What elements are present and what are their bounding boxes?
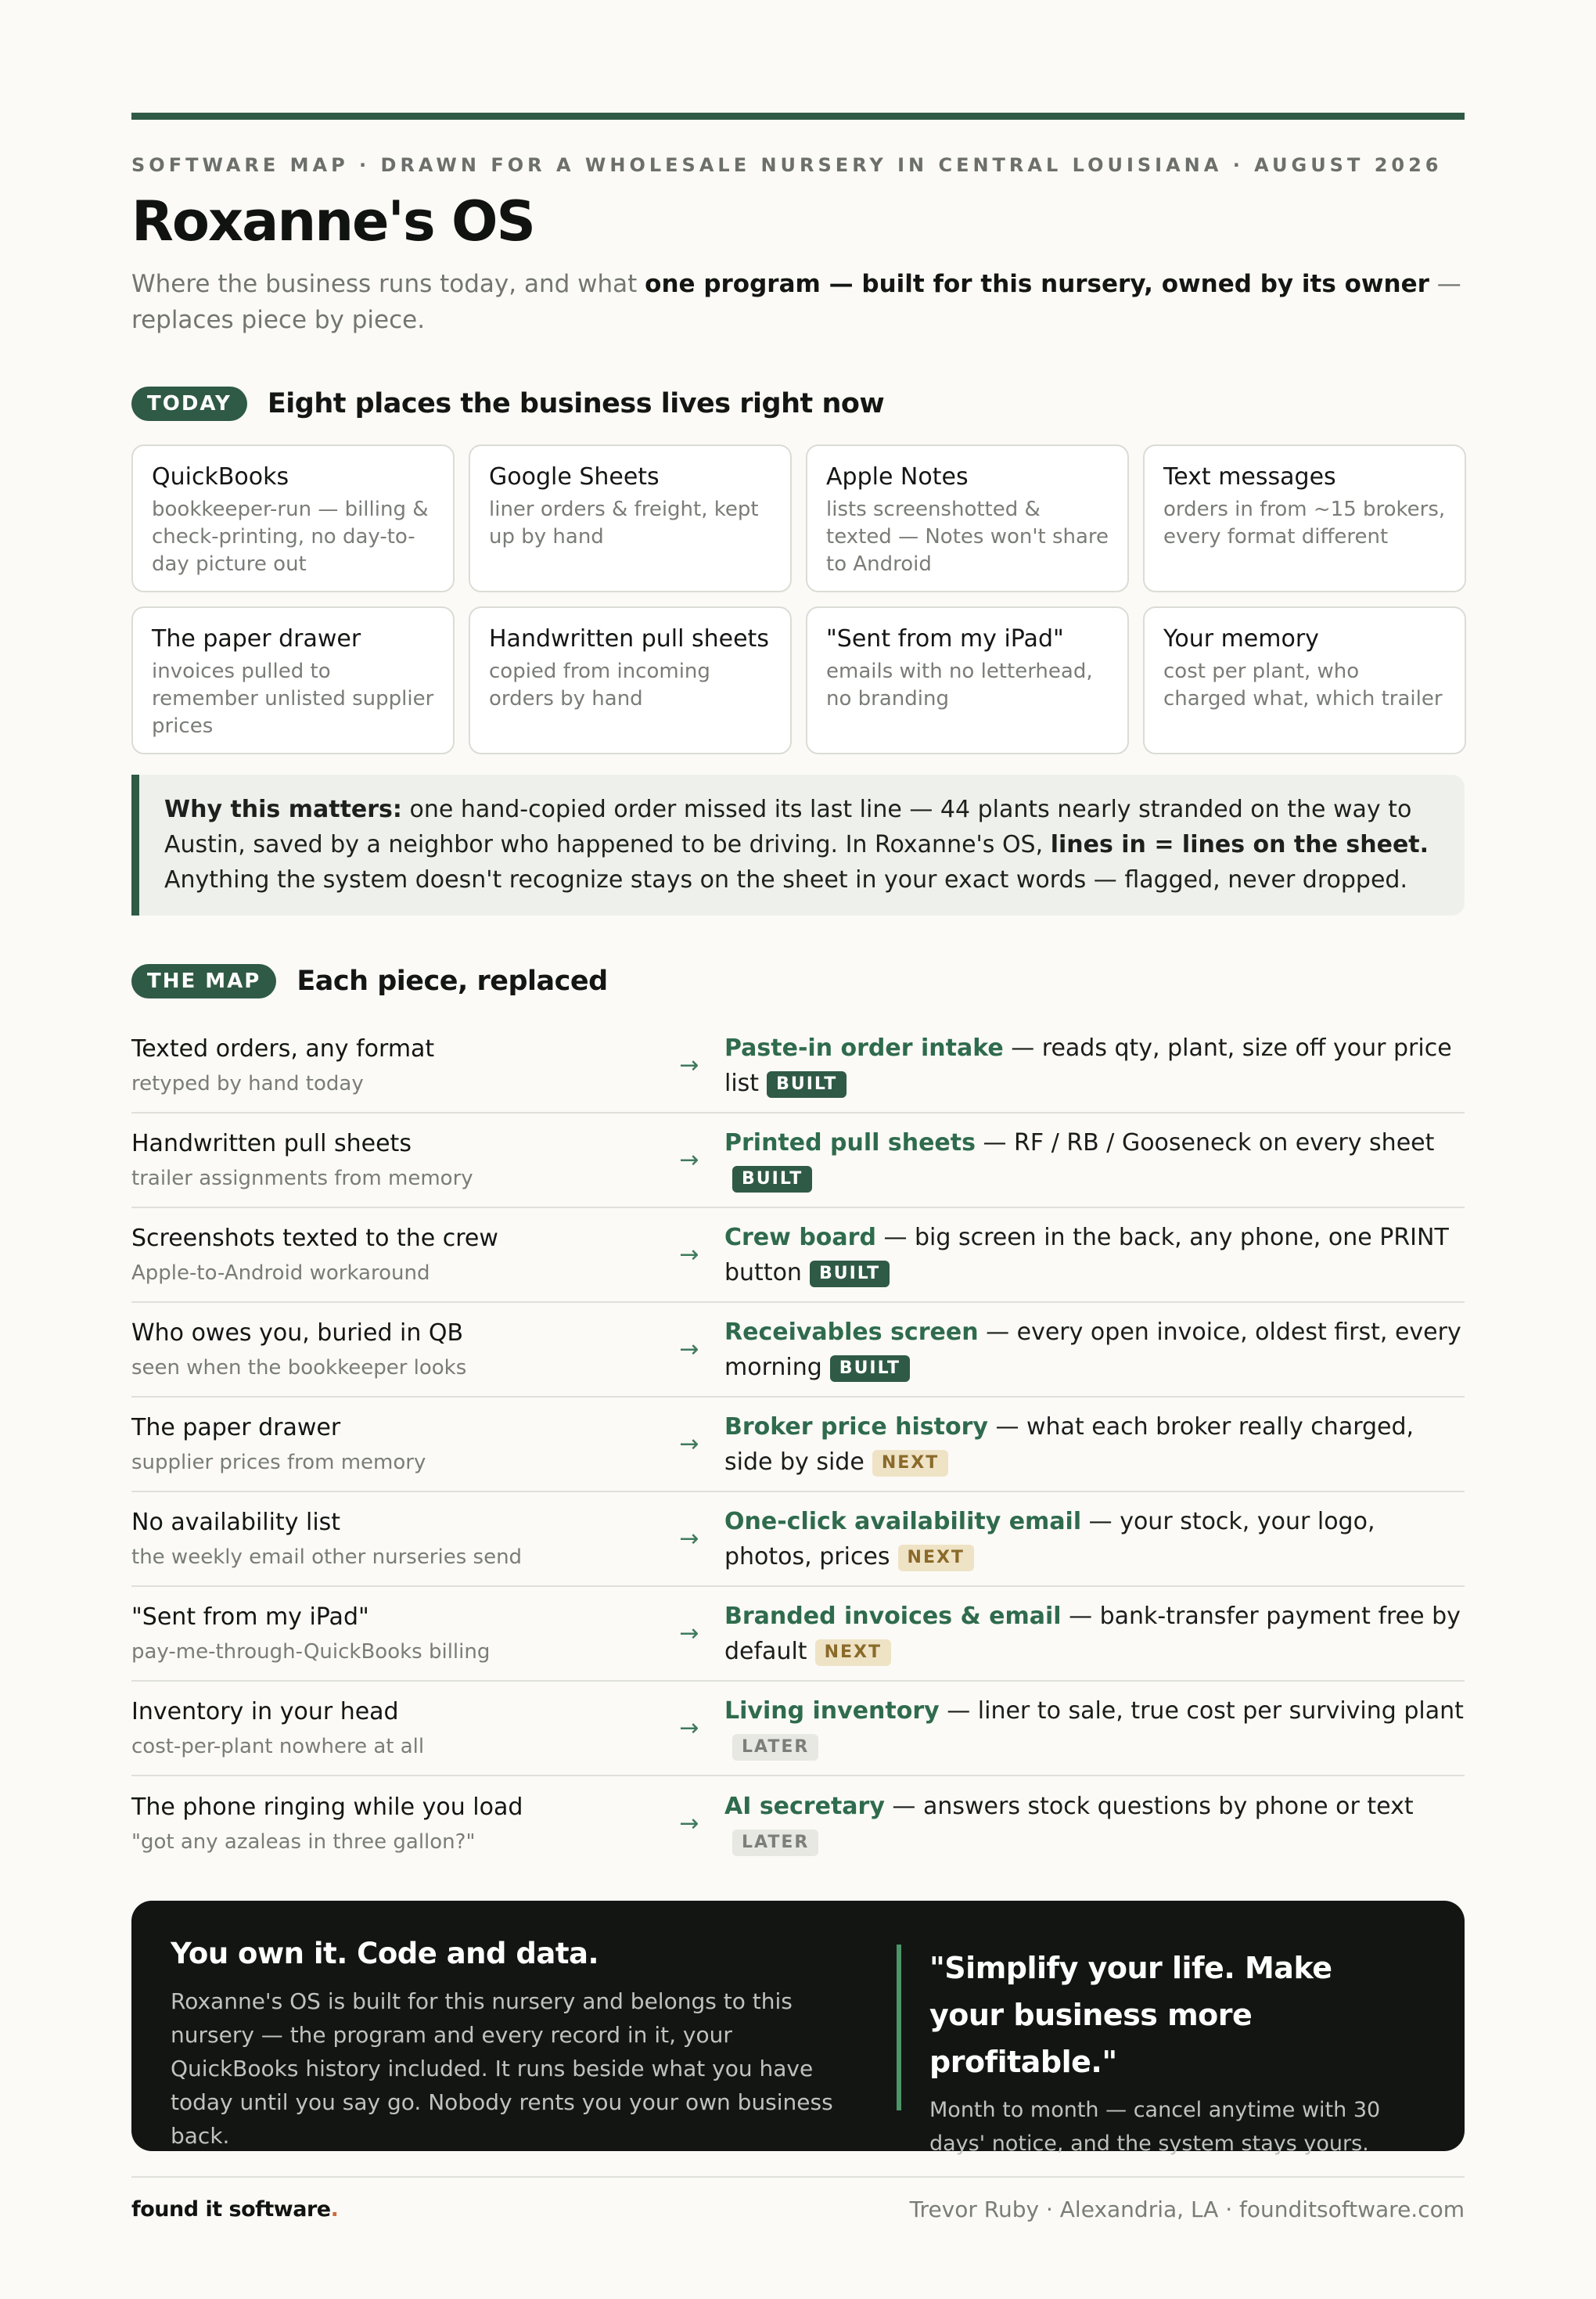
current-tool-sub: Apple-to-Android workaround [131, 1261, 430, 1285]
status-badge: NEXT [898, 1545, 974, 1571]
status-badge: BUILT [767, 1071, 847, 1098]
quote-text: "Simplify your life. Make your business more profitable." [929, 1951, 1332, 2079]
replacement-desc: — every open invoice, oldest first, every morning [724, 1318, 1461, 1381]
status-badge: LATER [732, 1734, 818, 1761]
current-tool-sub: retyped by hand today [131, 1071, 364, 1096]
arrow-right-icon: → [679, 1810, 699, 1837]
footer [131, 2196, 1465, 2222]
why-this-matters-callout [131, 775, 1465, 916]
map-left [131, 1034, 654, 1098]
map-left [131, 1412, 654, 1477]
map-left [131, 1318, 654, 1382]
current-tool-title: Screenshots texted to the crew [131, 1224, 498, 1252]
quote-block [897, 1945, 1414, 2156]
map-row [131, 1492, 1465, 1587]
replacement-desc: — big screen in the back, any phone, one PRINT button [724, 1223, 1449, 1286]
current-tool-title: No availability list [131, 1508, 341, 1536]
card-your-memory [1143, 606, 1466, 754]
quote-sub: Month to month — cancel anytime with 30 days' notice, and the system stays yours. [929, 2098, 1381, 2156]
map-right [724, 1315, 1465, 1385]
current-tool-title: "Sent from my iPad" [131, 1603, 369, 1631]
current-tool-title: Who owes you, buried in QB [131, 1319, 464, 1347]
today-pill: TODAY [131, 387, 247, 421]
today-cards [131, 444, 1465, 754]
card-quickbooks [131, 444, 455, 592]
current-tool-title: Texted orders, any format [131, 1034, 435, 1063]
callout-lead: Why this matters: [164, 796, 402, 823]
map-right [724, 1220, 1465, 1290]
arrow-right-icon: → [679, 1241, 699, 1268]
map-right [724, 1789, 1465, 1859]
ownership-title: You own it. Code and data. [171, 1937, 599, 1970]
replacement-name: Living inventory [724, 1696, 940, 1725]
card-title: QuickBooks [152, 463, 289, 491]
current-tool-sub: cost-per-plant nowhere at all [131, 1734, 425, 1758]
map-row [131, 1019, 1465, 1114]
card-desc: copied from incoming orders by hand [489, 660, 710, 711]
current-tool-title: Handwritten pull sheets [131, 1129, 412, 1157]
replacement-name: Receivables screen [724, 1318, 979, 1346]
current-tool-sub: trailer assignments from memory [131, 1166, 473, 1190]
replacement-desc: — your stock, your logo, photos, prices [724, 1507, 1375, 1570]
today-section-head [131, 387, 1465, 421]
map-row [131, 1587, 1465, 1682]
card-desc: lists screenshotted & texted — Notes won't share to Android [826, 498, 1109, 576]
top-rule [131, 113, 1465, 120]
card-desc: orders in from ~15 brokers, every format different [1163, 498, 1446, 549]
card-desc: liner orders & freight, kept up by hand [489, 498, 759, 549]
map-right [724, 1125, 1465, 1196]
card-title: Text messages [1163, 463, 1336, 491]
arrow-right-icon: → [679, 1620, 699, 1647]
callout-bold: lines in = lines on the sheet. [1050, 831, 1429, 858]
card-text-messages [1143, 444, 1466, 592]
replacement-name: Branded invoices & email [724, 1602, 1062, 1630]
arrow-right-icon: → [679, 1052, 699, 1079]
map-left [131, 1223, 654, 1287]
replacement-name: Paste-in order intake [724, 1034, 1004, 1062]
subtitle-bold: one program — built for this nursery, owned by its owner [645, 270, 1429, 298]
replacement-name: Crew board [724, 1223, 876, 1251]
map-right [724, 1504, 1465, 1574]
subtitle-post: — replaces piece by piece. [131, 270, 1461, 334]
map-left [131, 1507, 654, 1571]
card-desc: bookkeeper-run — billing & check-printing, no day-to-day picture out [152, 498, 429, 576]
replacement-desc: — liner to sale, true cost per surviving plant [939, 1696, 1464, 1725]
ownership-panel [131, 1901, 1465, 2156]
card-desc: cost per plant, who charged what, which trailer [1163, 660, 1443, 711]
replacement-desc: — bank-transfer payment free by default [724, 1602, 1461, 1665]
map-left [131, 1602, 654, 1666]
current-tool-sub: pay-me-through-QuickBooks billing [131, 1639, 491, 1664]
replacement-map [131, 1019, 1465, 1871]
map-row [131, 1776, 1465, 1871]
map-pill: THE MAP [131, 964, 276, 998]
replacement-name: Printed pull sheets [724, 1128, 976, 1157]
replacement-desc: — RF / RB / Gooseneck on every sheet [975, 1128, 1435, 1157]
card-title: The paper drawer [152, 625, 361, 653]
brand-logo [131, 2197, 338, 2222]
brand-dot: . [330, 2197, 339, 2222]
ownership-desc: Roxanne's OS is built for this nursery and belongs to this nursery — the program and every record in it, your QuickBooks history included. It runs beside what you have today until you say go. Nobody rents you your own business back. [171, 1988, 833, 2149]
map-row [131, 1303, 1465, 1398]
current-tool-title: The paper drawer [131, 1413, 341, 1441]
current-tool-sub: "got any azaleas in three gallon?" [131, 1829, 476, 1854]
status-badge: LATER [732, 1829, 818, 1856]
software-map-page [131, 0, 1465, 2222]
card-pull-sheets [469, 606, 792, 754]
arrow-right-icon: → [679, 1146, 699, 1174]
brand-name: found it software [131, 2197, 331, 2222]
map-section-title: Each piece, replaced [297, 966, 608, 997]
current-tool-sub: the weekly email other nurseries send [131, 1545, 523, 1569]
status-badge: BUILT [810, 1261, 890, 1287]
replacement-desc: — what each broker really charged, side by side [724, 1412, 1414, 1476]
map-left [131, 1792, 654, 1856]
current-tool-sub: supplier prices from memory [131, 1450, 426, 1474]
status-badge: NEXT [815, 1639, 891, 1666]
map-right [724, 1693, 1465, 1764]
map-right [724, 1599, 1465, 1669]
replacement-name: AI secretary [724, 1792, 885, 1820]
map-right [724, 1409, 1465, 1480]
kicker: SOFTWARE MAP · DRAWN FOR A WHOLESALE NURSERY IN CENTRAL LOUISIANA · AUGUST 2026 [131, 154, 1443, 176]
arrow-right-icon: → [679, 1525, 699, 1552]
replacement-name: One-click availability email [724, 1507, 1082, 1535]
footer-rule [131, 2176, 1465, 2178]
card-title: "Sent from my iPad" [826, 625, 1064, 653]
replacement-name: Broker price history [724, 1412, 988, 1441]
status-badge: BUILT [830, 1355, 910, 1382]
ownership-left [171, 1937, 859, 2151]
map-section-head [131, 964, 1465, 998]
current-tool-title: Inventory in your head [131, 1697, 399, 1725]
today-section-title: Eight places the business lives right now [267, 388, 885, 419]
map-left [131, 1128, 654, 1193]
card-paper-drawer [131, 606, 455, 754]
page-title: Roxanne's OS [131, 189, 534, 254]
map-row [131, 1398, 1465, 1492]
subtitle-pre: Where the business runs today, and what [131, 270, 645, 298]
arrow-right-icon: → [679, 1336, 699, 1363]
map-row [131, 1682, 1465, 1776]
subtitle [131, 266, 1461, 338]
card-title: Your memory [1163, 625, 1319, 653]
callout-text-2: Anything the system doesn't recognize stays on the sheet in your exact words — flagged, never dropped. [164, 866, 1408, 894]
current-tool-title: The phone ringing while you load [131, 1793, 523, 1821]
card-desc: invoices pulled to remember unlisted supplier prices [152, 660, 434, 738]
current-tool-sub: seen when the bookkeeper looks [131, 1355, 467, 1380]
card-apple-notes [806, 444, 1129, 592]
replacement-desc: — reads qty, plant, size off your price list [724, 1034, 1452, 1097]
status-badge: BUILT [732, 1166, 812, 1193]
card-desc: emails with no letterhead, no branding [826, 660, 1093, 711]
map-left [131, 1696, 654, 1761]
map-row [131, 1208, 1465, 1303]
replacement-desc: — answers stock questions by phone or text [884, 1792, 1414, 1820]
card-google-sheets [469, 444, 792, 592]
map-row [131, 1114, 1465, 1208]
arrow-right-icon: → [679, 1714, 699, 1742]
map-right [724, 1031, 1465, 1101]
callout-text-1: one hand-copied order missed its last line — 44 plants nearly stranded on the way to Austin, saved by a neighbor who happened to be driving. In Roxanne's OS, [164, 796, 1412, 858]
contact-line: Trevor Ruby · Alexandria, LA · founditsoftware.com [909, 2196, 1465, 2222]
card-title: Google Sheets [489, 463, 660, 491]
arrow-right-icon: → [679, 1430, 699, 1458]
status-badge: NEXT [872, 1450, 948, 1477]
card-title: Handwritten pull sheets [489, 625, 769, 653]
card-title: Apple Notes [826, 463, 969, 491]
card-sent-from-ipad [806, 606, 1129, 754]
